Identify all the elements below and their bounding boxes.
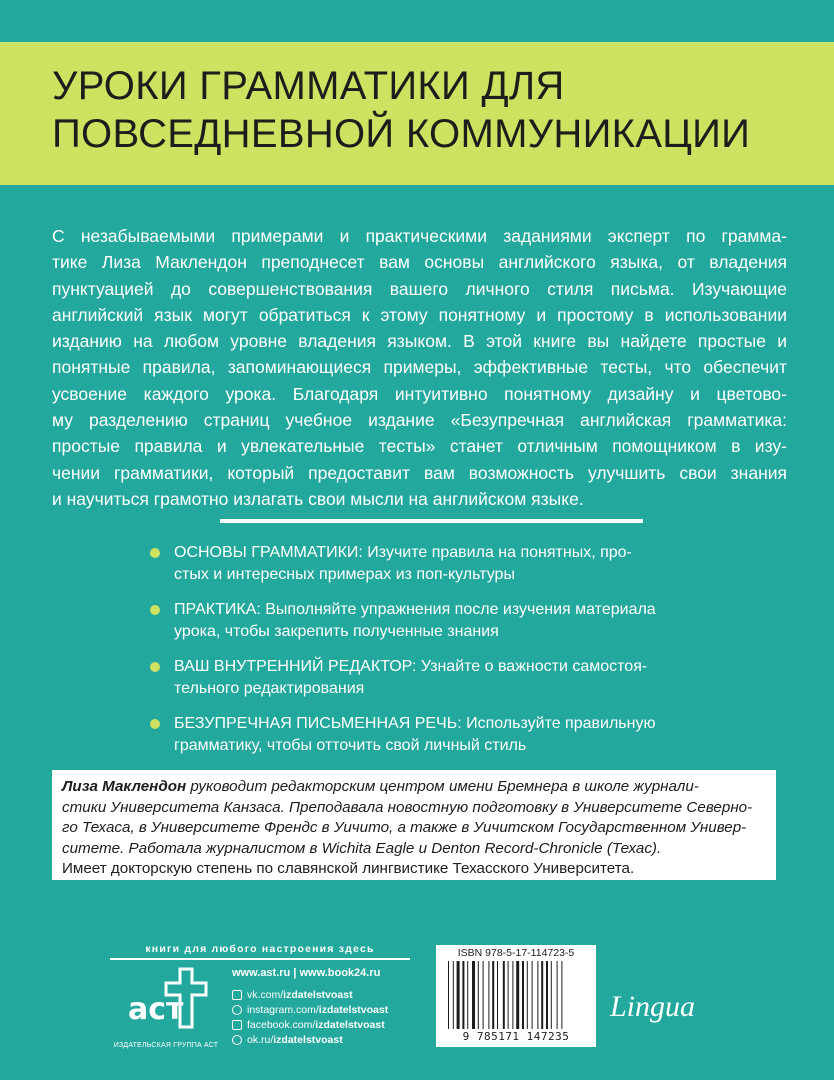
author-bio-line: го Техаса, в Университете Френдс в Уичито, а также в Уичитском Государственном Универ- [62, 819, 747, 836]
barcode-bar [546, 961, 548, 1029]
barcode-bar [537, 961, 538, 1029]
social-handle: izdatelstvoast [318, 1003, 389, 1016]
publisher-name: ИЗДАТЕЛЬСКАЯ ГРУППА АСТ [113, 1042, 219, 1049]
barcode-bar [527, 961, 528, 1029]
author-bio-line [62, 777, 768, 798]
social-prefix: instagram.com/ [247, 1003, 319, 1016]
author-bio-line: стики Университета Канзаса. Преподавала новостную подготовку в Университете Северно- [62, 798, 753, 816]
barcode-bar [472, 961, 475, 1029]
website-links[interactable]: www.ast.ru | www.book24.ru [232, 967, 381, 979]
description-line: понятные правила, запоминающиеся примеры, эффективные тесты, что обеспечит [52, 357, 787, 378]
feature-text: ПРАКТИКА: Выполняйте упражнения после изучения материала [174, 601, 656, 618]
barcode-bar [561, 961, 562, 1029]
barcode-icon [444, 961, 588, 1029]
social-handle: izdatelstvoast [273, 1033, 343, 1046]
social-link-odnoklassniki[interactable] [232, 1032, 388, 1047]
feature-list [150, 542, 680, 770]
barcode-bar [453, 961, 454, 1029]
barcode-bar [448, 961, 449, 1029]
barcode-bar [497, 961, 498, 1029]
social-handle: izdatelstvoast [283, 988, 353, 1001]
description-line: му разделению страниц учебное издание «Безупречная английская грамматика: [52, 410, 787, 431]
title-line-2: ПОВСЕДНЕВНОЙ КОММУНИКАЦИИ [52, 112, 751, 156]
instagram-icon [232, 1005, 242, 1015]
feature-text: БЕЗУПРЕЧНАЯ ПИСЬМЕННАЯ РЕЧЬ: Используйте правильную [174, 715, 656, 732]
barcode-bar [457, 961, 460, 1029]
barcode-bar [462, 961, 464, 1029]
social-links [232, 987, 388, 1047]
author-bio-line: Имеет докторскую степень по славянской лингвистике Техасского Университета. [62, 860, 635, 877]
feature-item [150, 656, 680, 699]
barcode-bar [492, 961, 494, 1029]
bullet-dot-icon [150, 548, 160, 558]
bullet-dot-icon [150, 662, 160, 672]
barcode-bar [467, 961, 468, 1029]
description-line: изданию на любом уровне владения языком. В этой книге вы найдете простые и [52, 331, 787, 352]
vk-icon [232, 990, 242, 1000]
barcode-bar [483, 961, 484, 1029]
barcode-bar [551, 961, 552, 1029]
barcode-bar [522, 961, 524, 1029]
feature-text: тельного редактирования [174, 679, 365, 697]
feature-text: урока, чтобы закрепить полученные знания [174, 622, 499, 640]
description-line: и научиться грамотно излагать свои мысли на английском языке. [52, 488, 584, 509]
author-bio-text: руководит редакторским центром имени Бремнера в школе журнали- [186, 778, 699, 795]
barcode-bar [508, 961, 509, 1029]
book-description [52, 223, 787, 512]
publisher-tagline: книги для любого настроения здесь [145, 943, 375, 955]
isbn-label: ISBN 978-5-17-114723-5 [457, 947, 575, 959]
description-line: пунктуацией до совершенствования вашего личного стиля письма. Изучающие [52, 278, 787, 299]
odnoklassniki-icon [232, 1035, 242, 1045]
author-bio-box [52, 770, 776, 880]
social-prefix: vk.com/ [247, 988, 284, 1001]
bullet-dot-icon [150, 605, 160, 615]
barcode-bar [516, 961, 519, 1029]
bullet-dot-icon [150, 719, 160, 729]
social-prefix: facebook.com/ [247, 1018, 316, 1031]
barcode-bar [478, 961, 479, 1029]
ast-logo-icon [118, 965, 218, 1037]
author-bio [62, 777, 768, 880]
feature-item [150, 599, 680, 642]
section-divider [220, 519, 643, 523]
description-line: чении грамматики, который предоставит вам возможность улучшить свои знания [52, 462, 787, 483]
facebook-icon [232, 1020, 242, 1030]
description-line: усвоение каждого урока. Благодаря интуитивно понятному дизайну и цветово- [52, 383, 787, 404]
description-line: простые правила и увлекательные тесты» станет отличным помощником в изу- [52, 436, 787, 457]
feature-text: грамматику, чтобы отточить свой личный стиль [174, 736, 527, 754]
barcode-digits: 9 785171 147235 [462, 1030, 570, 1043]
feature-item [150, 542, 680, 585]
isbn-barcode-box [436, 945, 596, 1047]
feature-text: стых и интересных примерах из поп-культуры [174, 565, 515, 583]
logo-text: аст [128, 992, 184, 1027]
feature-text: ОСНОВЫ ГРАММАТИКИ: Изучите правила на понятных, про- [174, 544, 632, 561]
social-handle: izdatelstvoast [315, 1018, 385, 1031]
description-line: английский язык могут обратиться к этому понятному и простому в использовании [52, 304, 787, 325]
social-prefix: ok.ru/ [247, 1033, 274, 1046]
barcode-bar [488, 961, 489, 1029]
author-bio-line: ситете. Работала журналистом в Wichita Eagle и Denton Record-Chronicle (Техас). [62, 839, 662, 857]
imprint-name: Lingua [610, 990, 696, 1023]
barcode-bar [503, 961, 505, 1029]
social-link-instagram[interactable] [232, 1002, 388, 1017]
tagline-rule [110, 958, 410, 960]
description-line: тике Лиза Маклендон преподнесет вам основы английского языка, от владения [52, 252, 787, 273]
feature-text: ВАШ ВНУТРЕННИЙ РЕДАКТОР: Узнайте о важности самостоя- [174, 658, 648, 675]
barcode-bar [512, 961, 513, 1029]
social-link-vk[interactable] [232, 987, 388, 1002]
barcode-bar [557, 961, 558, 1029]
social-link-facebook[interactable] [232, 1017, 388, 1032]
cover-title [52, 62, 812, 158]
feature-item [150, 713, 680, 756]
description-line: С незабываемыми примерами и практическими заданиями эксперт по граммa- [52, 226, 787, 246]
barcode-bar [532, 961, 533, 1029]
lingua-imprint-logo-icon [606, 972, 716, 1030]
author-name: Лиза Маклендон [62, 778, 187, 795]
title-line-1: УРОКИ ГРАММАТИКИ ДЛЯ [52, 64, 565, 108]
barcode-bar [541, 961, 543, 1029]
